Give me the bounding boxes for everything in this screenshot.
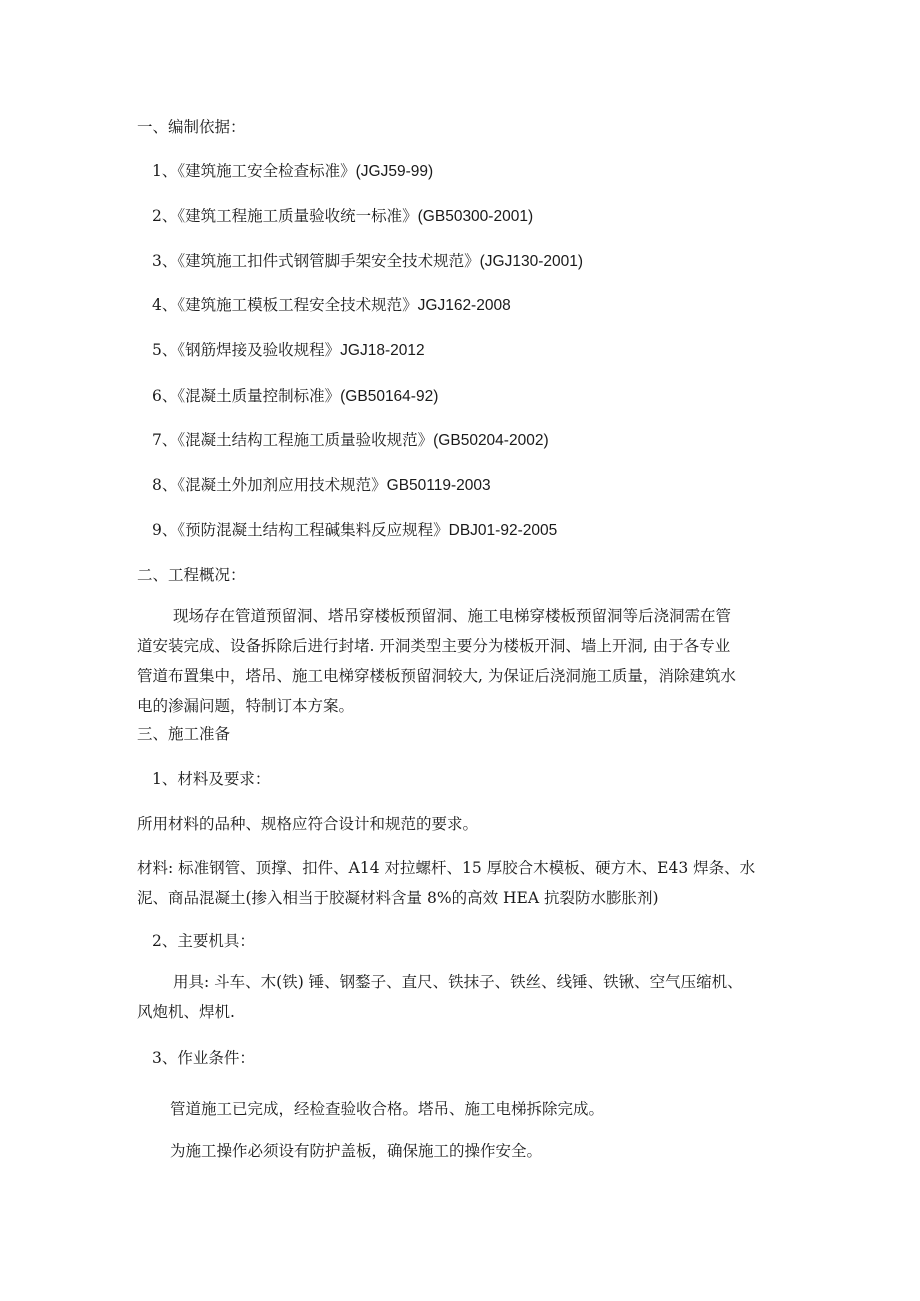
item-title: 《建筑施工安全检查标准》	[177, 162, 356, 180]
item-title: 《预防混凝土结构工程碱集料反应规程》	[177, 521, 449, 539]
item-code: (GB50300-2001)	[417, 208, 534, 225]
overview-line-4: 电的渗漏问题，特制订本方案。	[137, 697, 355, 715]
overview-paragraph	[137, 601, 736, 721]
item-number: 3、	[152, 252, 178, 270]
section-heading-prep: 三、施工准备	[137, 725, 231, 743]
item-number: 1、	[152, 162, 178, 180]
item-title: 《建筑工程施工质量验收统一标准》	[177, 207, 418, 225]
basis-item-1	[152, 159, 433, 184]
basis-item-8	[152, 473, 491, 498]
basis-item-4	[152, 293, 511, 318]
item-title: 《混凝土结构工程施工质量验收规范》	[177, 431, 434, 449]
overview-line-2: 道安装完成、设备拆除后进行封堵. 开洞类型主要分为楼板开洞、墙上开洞, 由于各专业	[137, 637, 731, 655]
materials-list	[137, 853, 755, 913]
basis-item-3	[152, 249, 583, 274]
materials-list-line-1: 材料: 标准钢管、顶撑、扣件、A14 对拉螺杆、15 厚胶合木模板、硬方木、E43 焊条、水	[137, 859, 756, 877]
basis-item-6	[152, 384, 438, 409]
materials-heading: 1、材料及要求：	[152, 770, 271, 788]
basis-item-5	[152, 338, 425, 363]
materials-list-line-2: 泥、商品混凝土(掺入相当于胶凝材料含量 8%的高效 HEA 抗裂防水膨胀剂)	[137, 889, 659, 907]
item-number: 7、	[152, 431, 178, 449]
item-title: 《建筑施工扣件式钢管脚手架安全技术规范》	[177, 252, 480, 270]
item-title: 《混凝土外加剂应用技术规范》	[177, 476, 387, 494]
overview-line-1: 现场存在管道预留洞、塔吊穿楼板预留洞、施工电梯穿楼板预留洞等后浇洞需在管	[173, 607, 732, 625]
item-code: (GB50164-92)	[340, 388, 439, 405]
conditions-line-2: 为施工操作必须设有防护盖板，确保施工的操作安全。	[170, 1142, 543, 1160]
basis-item-7	[152, 428, 549, 453]
item-code: (JGJ130-2001)	[479, 253, 584, 270]
item-number: 4、	[152, 296, 178, 314]
item-title: 《混凝土质量控制标准》	[177, 387, 341, 405]
section-heading-basis: 一、编制依据：	[137, 118, 246, 136]
item-number: 8、	[152, 476, 178, 494]
item-code: GB50119-2003	[386, 477, 491, 494]
tools-line-2: 风炮机、焊机.	[137, 1003, 235, 1021]
item-number: 9、	[152, 521, 178, 539]
basis-item-9	[152, 518, 557, 543]
materials-requirement: 所用材料的品种、规格应符合设计和规范的要求。	[137, 815, 479, 833]
item-title: 《钢筋焊接及验收规程》	[177, 341, 341, 359]
item-number: 5、	[152, 341, 178, 359]
overview-line-3: 管道布置集中，塔吊、施工电梯穿楼板预留洞较大, 为保证后浇洞施工质量，消除建筑水	[137, 667, 736, 685]
item-code: DBJ01-92-2005	[448, 522, 558, 539]
item-code: JGJ18-2012	[340, 342, 425, 359]
item-code: (GB50204-2002)	[433, 432, 549, 449]
tools-line-1: 用具: 斗车、木(铁) 锤、钢鍪子、直尺、铁抹子、铁丝、线锤、铁锹、空气压缩机、	[173, 973, 743, 991]
conditions-line-1: 管道施工已完成，经检查验收合格。塔吊、施工电梯拆除完成。	[170, 1100, 605, 1118]
item-title: 《建筑施工模板工程安全技术规范》	[177, 296, 418, 314]
conditions-heading: 3、作业条件：	[152, 1049, 255, 1067]
section-heading-overview: 二、工程概况：	[137, 566, 246, 584]
item-code: (JGJ59-99)	[355, 163, 434, 180]
tools-heading: 2、主要机具：	[152, 932, 255, 950]
item-number: 6、	[152, 387, 178, 405]
item-code: JGJ162-2008	[417, 297, 511, 314]
item-number: 2、	[152, 207, 178, 225]
tools-list	[137, 967, 743, 1027]
basis-item-2	[152, 204, 533, 229]
